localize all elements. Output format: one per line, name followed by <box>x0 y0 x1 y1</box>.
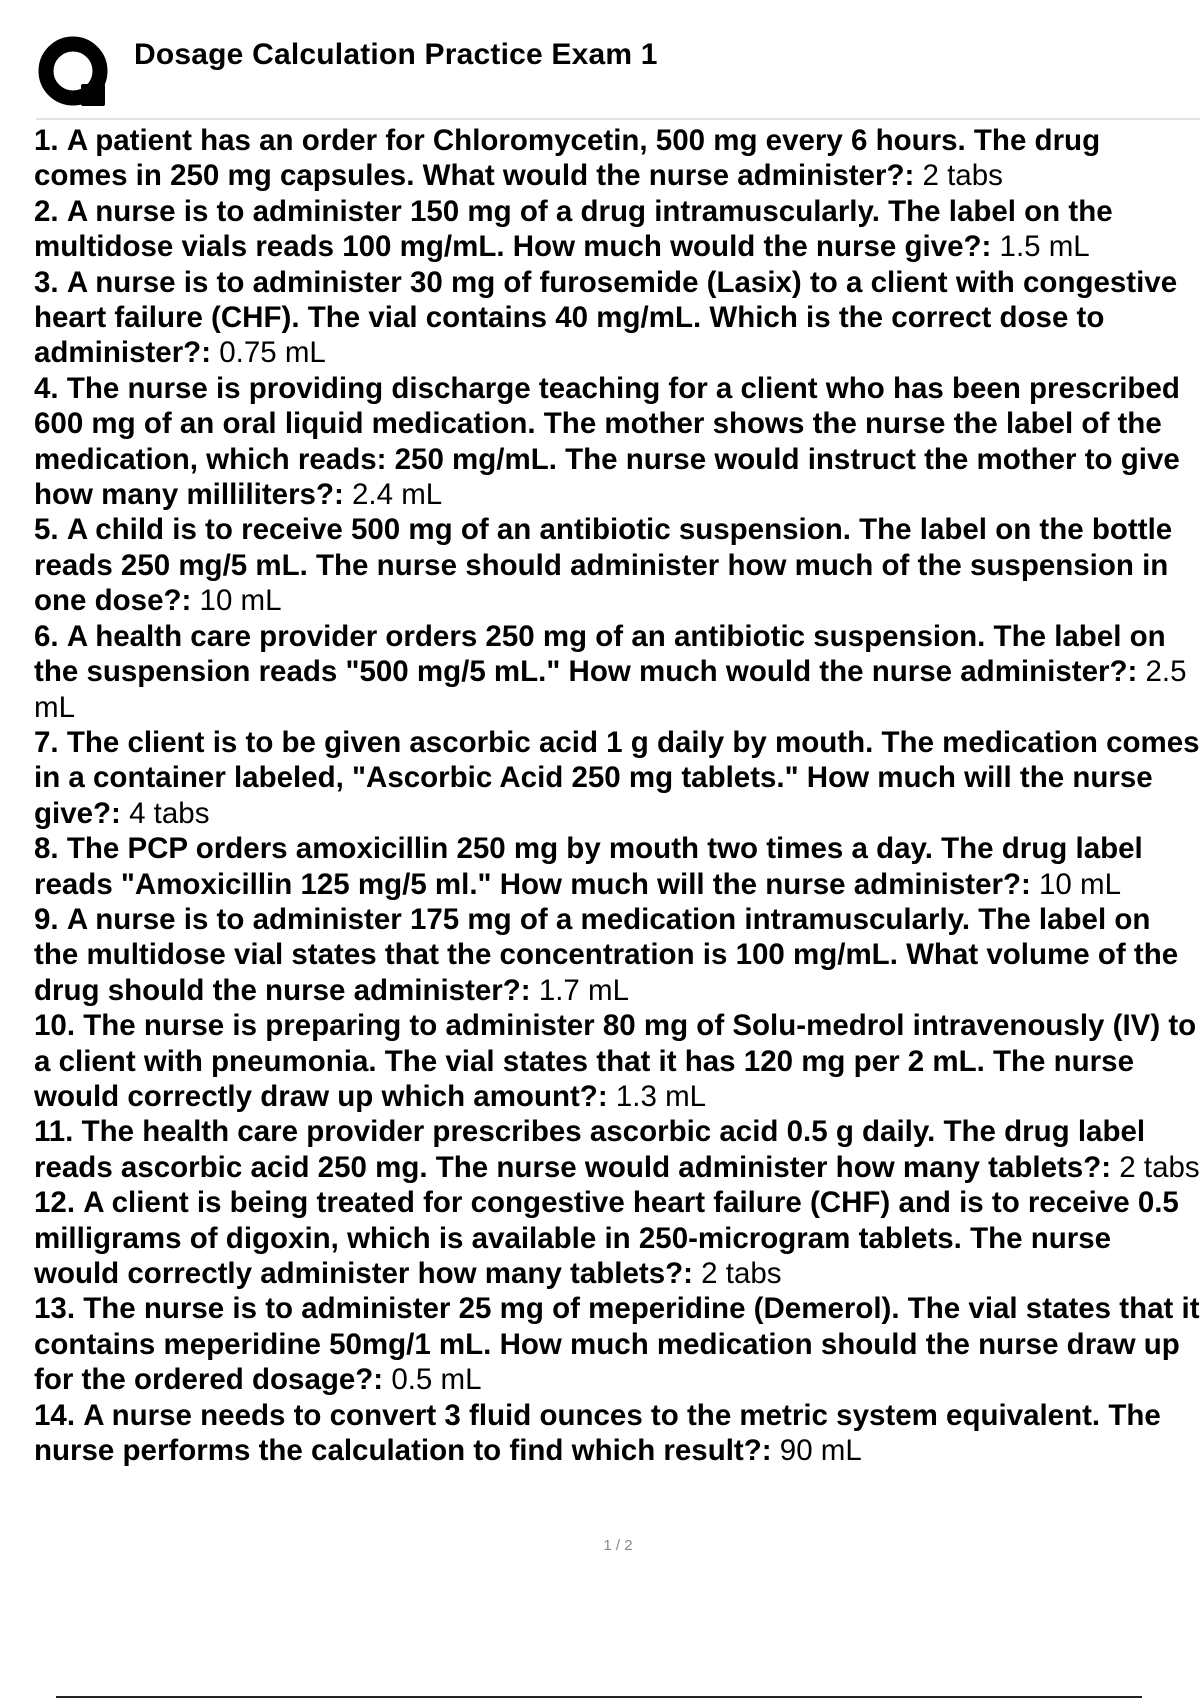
list-item <box>34 1185 1200 1291</box>
list-item <box>34 1398 1200 1469</box>
question-number: 4. <box>34 371 59 405</box>
answer-text: 1.3 mL <box>615 1079 707 1113</box>
list-item <box>34 725 1200 831</box>
question-text: A client is being treated for congestive heart failure (CHF) and is to receive 0.5 milligrams of digoxin, which is available in 250-microgram tablets. The nurse would correctly administer how many tablets?: <box>34 1186 1179 1290</box>
question-number: 9. <box>34 902 59 936</box>
question-text: The client is to be given ascorbic acid 1 g daily by mouth. The medication comes in a container labeled, "Ascorbic Acid 250 mg tablets." How much will the nurse give?: <box>34 725 1200 830</box>
question-text: A nurse is to administer 175 mg of a medication intramuscularly. The label on the multidose vial states that the concentration is 100 mg/mL. What volume of the drug should the nurse administer?: <box>34 902 1179 1007</box>
question-number: 2. <box>34 194 59 228</box>
question-number: 13. <box>34 1292 76 1326</box>
question-number: 14. <box>34 1398 76 1432</box>
question-number: 8. <box>34 832 59 866</box>
answer-text: 0.75 mL <box>219 336 326 370</box>
question-number: 6. <box>34 619 59 653</box>
question-text: The nurse is to administer 25 mg of meperidine (Demerol). The vial states that it contains meperidine 50mg/1 mL. How much medication should the nurse draw up for the ordered dosage?: <box>34 1292 1200 1397</box>
list-item <box>34 123 1200 194</box>
list-item <box>34 1008 1200 1114</box>
question-number: 10. <box>34 1009 76 1043</box>
question-text: A nurse is to administer 150 mg of a drug intramuscularly. The label on the multidose vials reads 100 mg/mL. How much would the nurse give?: <box>34 194 1113 264</box>
question-number: 3. <box>34 265 59 299</box>
answer-text: 1.5 mL <box>999 230 1090 264</box>
answer-text: 2 tabs <box>701 1257 782 1290</box>
list-item <box>34 512 1200 618</box>
footer-divider <box>56 1696 1142 1698</box>
question-text: The health care provider prescribes ascorbic acid 0.5 g daily. The drug label reads ascorbic acid 250 mg. The nurse would administer how many tablets?: <box>34 1115 1146 1184</box>
question-number: 11. <box>34 1115 74 1149</box>
question-text: A health care provider orders 250 mg of an antibiotic suspension. The label on the suspension reads "500 mg/5 mL." How much would the nurse administer?: <box>34 619 1166 689</box>
list-item <box>34 265 1200 371</box>
question-number: 5. <box>34 513 59 547</box>
question-number: 1. <box>34 124 59 157</box>
question-text: A nurse is to administer 30 mg of furosemide (Lasix) to a client with congestive heart failure (CHF). The vial contains 40 mg/mL. Which is the correct dose to administer?: <box>34 265 1178 370</box>
question-text: A nurse needs to convert 3 fluid ounces to the metric system equivalent. The nurse performs the calculation to find which result?: <box>34 1398 1161 1468</box>
answer-text: 90 mL <box>779 1434 862 1468</box>
question-text: The nurse is preparing to administer 80 mg of Solu-medrol intravenously (IV) to a client with pneumonia. The vial states that it has 120 mg per 2 mL. The nurse would correctly draw up which amount?: <box>34 1009 1197 1113</box>
question-number: 12. <box>34 1186 76 1220</box>
answer-text: 0.5 mL <box>391 1363 482 1397</box>
answer-text: 2 tabs <box>1119 1150 1200 1184</box>
question-number: 7. <box>34 725 59 759</box>
answer-text: 1.7 mL <box>538 973 630 1007</box>
list-item <box>34 619 1200 725</box>
list-item <box>34 371 1200 513</box>
page-title: Dosage Calculation Practice Exam 1 <box>134 38 658 71</box>
answer-text: 4 tabs <box>129 796 210 830</box>
list-item <box>34 1291 1200 1397</box>
answer-text: 2.4 mL <box>352 478 443 512</box>
answer-text: 10 mL <box>199 584 282 618</box>
list-item <box>34 831 1200 902</box>
answer-text: 10 mL <box>1039 867 1122 901</box>
page-indicator: 1 / 2 <box>603 1537 633 1554</box>
question-text: The PCP orders amoxicillin 250 mg by mouth two times a day. The drug label reads "Amoxicillin 125 mg/5 ml." How much will the nurse administer?: <box>34 832 1143 901</box>
list-item <box>34 1114 1200 1185</box>
question-text: A child is to receive 500 mg of an antibiotic suspension. The label on the bottle reads 250 mg/5 mL. The nurse should administer how much of the suspension in one dose?: <box>34 513 1173 618</box>
list-item <box>34 902 1200 1008</box>
answer-text: 2 tabs <box>922 159 1003 193</box>
document-header <box>36 34 1200 116</box>
answer-text: 2.5 mL <box>34 655 1187 724</box>
question-list <box>34 123 1200 1468</box>
question-text: The nurse is providing discharge teaching for a client who has been prescribed 600 mg of an oral liquid medication. The mother shows the nurse the label of the medication, which reads: 250 mg/mL. The nurse would instruct the mother to give how many milliliters?: <box>34 371 1180 512</box>
list-item <box>34 194 1200 265</box>
header-divider <box>36 118 1200 120</box>
question-text: A patient has an order for Chloromycetin, 500 mg every 6 hours. The drug comes in 250 mg capsules. What would the nurse administer?: <box>34 124 1101 193</box>
q-logo-icon <box>36 34 116 114</box>
